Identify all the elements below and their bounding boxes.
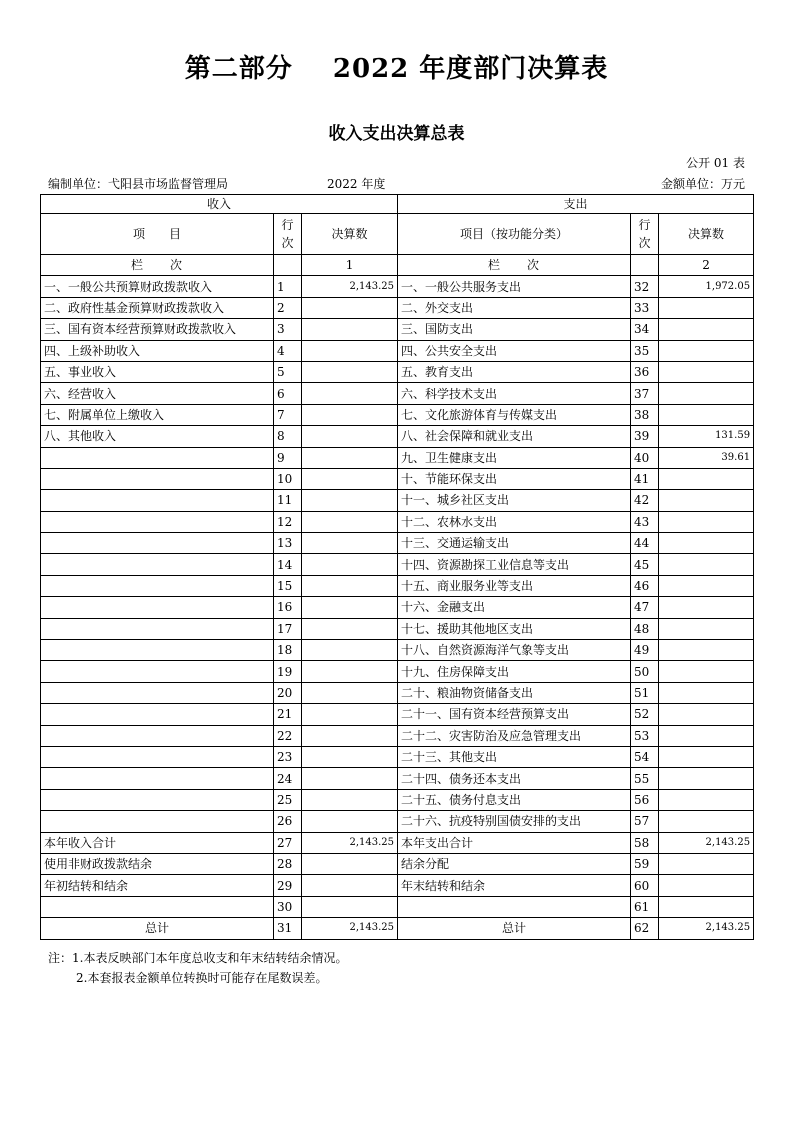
table-row [41, 383, 754, 404]
expense-item-cell: 七、文化旅游体育与传媒支出 [398, 404, 631, 425]
expense-row-number: 56 [631, 789, 659, 810]
income-row-number: 17 [274, 618, 302, 639]
expense-row-number: 34 [631, 319, 659, 340]
expense-item-cell: 二十五、债务付息支出 [398, 789, 631, 810]
expense-amount-cell [659, 682, 754, 703]
expense-row-number: 60 [631, 875, 659, 896]
expense-amount-cell [659, 597, 754, 618]
income-item-cell [41, 704, 274, 725]
table-row [41, 704, 754, 725]
income-item-cell [41, 554, 274, 575]
expense-amount-cell [659, 746, 754, 767]
expense-amount-cell [659, 533, 754, 554]
table-row [41, 554, 754, 575]
expense-item-cell: 十四、资源勘探工业信息等支出 [398, 554, 631, 575]
income-item-cell [41, 597, 274, 618]
income-amount-cell [302, 811, 398, 832]
expense-amount-cell [659, 704, 754, 725]
income-amount-cell: 2,143.25 [302, 276, 398, 297]
income-lanci-blank [274, 255, 302, 276]
income-item-cell: 总计 [41, 918, 274, 939]
income-row-number: 26 [274, 811, 302, 832]
expense-item-cell: 三、国防支出 [398, 319, 631, 340]
income-amount-cell [302, 511, 398, 532]
expense-amount-cell [659, 789, 754, 810]
expense-row-number: 44 [631, 533, 659, 554]
income-amount-cell [302, 618, 398, 639]
summary-row [41, 918, 754, 939]
expense-item-cell: 二、外交支出 [398, 297, 631, 318]
expense-row-number: 47 [631, 597, 659, 618]
income-amount-cell [302, 789, 398, 810]
income-row-number: 18 [274, 640, 302, 661]
summary-row [41, 853, 754, 874]
expense-amount-cell [659, 554, 754, 575]
income-item-cell [41, 725, 274, 746]
table-row [41, 725, 754, 746]
income-amount-cell [302, 704, 398, 725]
expense-item-cell: 一、一般公共服务支出 [398, 276, 631, 297]
income-amount-cell [302, 297, 398, 318]
income-amount-cell [302, 554, 398, 575]
compiling-unit: 编制单位：弋阳县市场监督管理局 [48, 177, 229, 191]
table-row [41, 297, 754, 318]
income-amount-cell [302, 404, 398, 425]
income-row-number: 9 [274, 447, 302, 468]
expense-amount-cell [659, 618, 754, 639]
income-item-cell [41, 490, 274, 511]
expense-item-cell: 总计 [398, 918, 631, 939]
expense-amount-cell [659, 768, 754, 789]
form-number: 公开 01 表 [686, 156, 745, 170]
expense-amount-cell: 2,143.25 [659, 832, 754, 853]
income-row-number: 13 [274, 533, 302, 554]
expense-amount-cell [659, 640, 754, 661]
expense-item-cell: 二十四、债务还本支出 [398, 768, 631, 789]
income-item-cell [41, 661, 274, 682]
expense-row-number: 62 [631, 918, 659, 939]
expense-amount-cell [659, 661, 754, 682]
expense-amount-cell: 1,972.05 [659, 276, 754, 297]
expense-amount-cell [659, 383, 754, 404]
income-row-number: 29 [274, 875, 302, 896]
income-row-number: 14 [274, 554, 302, 575]
expense-lanci-label: 栏 次 [398, 255, 631, 276]
expense-row-number: 45 [631, 554, 659, 575]
expense-amount-cell [659, 361, 754, 382]
table-row [41, 768, 754, 789]
income-row-number: 10 [274, 468, 302, 489]
expense-item-header: 项目（按功能分类） [398, 214, 631, 255]
expense-item-cell: 八、社会保障和就业支出 [398, 426, 631, 447]
expense-item-cell [398, 896, 631, 917]
table-row [41, 789, 754, 810]
income-row-number: 1 [274, 276, 302, 297]
income-amount-cell [302, 490, 398, 511]
expense-row-number: 39 [631, 426, 659, 447]
expense-item-cell: 二十一、国有资本经营预算支出 [398, 704, 631, 725]
expense-amount-cell [659, 511, 754, 532]
income-item-cell [41, 533, 274, 554]
expense-item-cell: 二十二、灾害防治及应急管理支出 [398, 725, 631, 746]
expense-row-number: 43 [631, 511, 659, 532]
income-amount-cell [302, 875, 398, 896]
expense-item-cell: 九、卫生健康支出 [398, 447, 631, 468]
summary-row [41, 875, 754, 896]
table-row [41, 426, 754, 447]
income-item-cell: 本年收入合计 [41, 832, 274, 853]
note-1: 注：1.本表反映部门本年度总收支和年末结转结余情况。 [48, 951, 348, 965]
expense-row-number: 54 [631, 746, 659, 767]
income-row-number: 3 [274, 319, 302, 340]
income-amount-cell [302, 725, 398, 746]
income-row-number: 16 [274, 597, 302, 618]
header-row-columns [41, 214, 754, 255]
expense-row-number: 33 [631, 297, 659, 318]
expense-row-number: 40 [631, 447, 659, 468]
expense-col-index: 2 [659, 255, 754, 276]
income-amount-cell [302, 896, 398, 917]
income-row-number: 31 [274, 918, 302, 939]
income-item-cell: 三、国有资本经营预算财政拨款收入 [41, 319, 274, 340]
income-row-number: 21 [274, 704, 302, 725]
table-row [41, 468, 754, 489]
fiscal-year: 2022 年度 [327, 177, 386, 191]
income-row-number: 7 [274, 404, 302, 425]
income-item-cell [41, 447, 274, 468]
expense-item-cell: 十五、商业服务业等支出 [398, 575, 631, 596]
income-row-number: 23 [274, 746, 302, 767]
income-item-cell: 八、其他收入 [41, 426, 274, 447]
income-row-number: 11 [274, 490, 302, 511]
table-title: 收入支出决算总表 [328, 124, 465, 144]
expense-row-number: 61 [631, 896, 659, 917]
table-row [41, 533, 754, 554]
income-amount-cell [302, 468, 398, 489]
income-item-cell: 七、附属单位上缴收入 [41, 404, 274, 425]
expense-item-cell: 十八、自然资源海洋气象等支出 [398, 640, 631, 661]
expense-row-number: 59 [631, 853, 659, 874]
expense-row-number: 57 [631, 811, 659, 832]
table-row [41, 511, 754, 532]
income-item-cell [41, 511, 274, 532]
income-item-cell [41, 575, 274, 596]
expense-amount-cell [659, 896, 754, 917]
income-amount-cell [302, 575, 398, 596]
income-item-cell: 年初结转和结余 [41, 875, 274, 896]
expense-amount-cell [659, 875, 754, 896]
expense-amount-cell [659, 468, 754, 489]
income-amount-cell [302, 426, 398, 447]
income-amount-cell [302, 383, 398, 404]
income-amount-header: 决算数 [302, 214, 398, 255]
income-amount-cell [302, 682, 398, 703]
expense-section-header: 支出 [398, 195, 754, 214]
expense-item-cell: 四、公共安全支出 [398, 340, 631, 361]
table-row [41, 682, 754, 703]
expense-row-number: 49 [631, 640, 659, 661]
income-row-number: 28 [274, 853, 302, 874]
table-row [41, 575, 754, 596]
income-amount-cell [302, 661, 398, 682]
expense-amount-header: 决算数 [659, 214, 754, 255]
income-row-number: 8 [274, 426, 302, 447]
expense-amount-cell: 131.59 [659, 426, 754, 447]
expense-row-number: 48 [631, 618, 659, 639]
expense-row-number: 41 [631, 468, 659, 489]
income-amount-cell [302, 340, 398, 361]
income-item-cell [41, 618, 274, 639]
income-amount-cell: 2,143.25 [302, 832, 398, 853]
expense-item-cell: 十七、援助其他地区支出 [398, 618, 631, 639]
expense-amount-cell [659, 319, 754, 340]
expense-item-cell: 十二、农林水支出 [398, 511, 631, 532]
expense-row-number: 35 [631, 340, 659, 361]
expense-amount-cell: 39.61 [659, 447, 754, 468]
income-amount-cell [302, 447, 398, 468]
table-row [41, 640, 754, 661]
income-item-cell [41, 468, 274, 489]
expense-row-number: 55 [631, 768, 659, 789]
table-row [41, 319, 754, 340]
income-rowno-header: 行 次 [274, 214, 302, 255]
income-lanci-label: 栏 次 [41, 255, 274, 276]
expense-amount-cell [659, 811, 754, 832]
income-item-cell [41, 682, 274, 703]
income-amount-cell [302, 640, 398, 661]
income-expense-table [40, 194, 754, 940]
expense-item-cell: 十三、交通运输支出 [398, 533, 631, 554]
expense-row-number: 42 [631, 490, 659, 511]
income-row-number: 30 [274, 896, 302, 917]
note-2: 2.本套报表金额单位转换时可能存在尾数误差。 [76, 971, 328, 985]
expense-item-cell: 五、教育支出 [398, 361, 631, 382]
expense-item-cell: 十、节能环保支出 [398, 468, 631, 489]
income-row-number: 24 [274, 768, 302, 789]
table-row [41, 340, 754, 361]
table-row [41, 361, 754, 382]
income-item-cell: 使用非财政拨款结余 [41, 853, 274, 874]
table-row [41, 597, 754, 618]
expense-item-cell: 本年支出合计 [398, 832, 631, 853]
income-row-number: 20 [274, 682, 302, 703]
income-row-number: 6 [274, 383, 302, 404]
expense-amount-cell [659, 725, 754, 746]
income-amount-cell [302, 768, 398, 789]
expense-item-cell: 二十、粮油物资储备支出 [398, 682, 631, 703]
income-row-number: 5 [274, 361, 302, 382]
income-section-header: 收入 [41, 195, 398, 214]
expense-amount-cell [659, 853, 754, 874]
table-row [41, 618, 754, 639]
expense-item-cell: 年末结转和结余 [398, 875, 631, 896]
summary-row [41, 896, 754, 917]
income-item-cell: 五、事业收入 [41, 361, 274, 382]
expense-amount-cell: 2,143.25 [659, 918, 754, 939]
income-amount-cell [302, 746, 398, 767]
expense-row-number: 36 [631, 361, 659, 382]
expense-row-number: 38 [631, 404, 659, 425]
expense-item-cell: 十九、住房保障支出 [398, 661, 631, 682]
income-row-number: 2 [274, 297, 302, 318]
income-item-header: 项 目 [41, 214, 274, 255]
page-title: 第二部分 2022 年度部门决算表 [184, 54, 609, 84]
income-item-cell: 二、政府性基金预算财政拨款收入 [41, 297, 274, 318]
expense-row-number: 46 [631, 575, 659, 596]
expense-row-number: 37 [631, 383, 659, 404]
expense-lanci-blank [631, 255, 659, 276]
expense-item-cell: 十一、城乡社区支出 [398, 490, 631, 511]
income-row-number: 25 [274, 789, 302, 810]
income-amount-cell [302, 361, 398, 382]
expense-item-cell: 十六、金融支出 [398, 597, 631, 618]
expense-rowno-header: 行 次 [631, 214, 659, 255]
summary-row [41, 832, 754, 853]
income-amount-cell [302, 533, 398, 554]
table-row [41, 404, 754, 425]
income-item-cell [41, 640, 274, 661]
expense-row-number: 52 [631, 704, 659, 725]
income-amount-cell [302, 597, 398, 618]
income-item-cell: 六、经营收入 [41, 383, 274, 404]
expense-amount-cell [659, 490, 754, 511]
income-item-cell [41, 768, 274, 789]
income-row-number: 12 [274, 511, 302, 532]
table-row [41, 447, 754, 468]
table-row [41, 490, 754, 511]
income-row-number: 22 [274, 725, 302, 746]
expense-row-number: 58 [631, 832, 659, 853]
table-row [41, 746, 754, 767]
income-col-index: 1 [302, 255, 398, 276]
income-row-number: 15 [274, 575, 302, 596]
income-row-number: 27 [274, 832, 302, 853]
expense-amount-cell [659, 575, 754, 596]
income-item-cell [41, 811, 274, 832]
income-item-cell: 一、一般公共预算财政拨款收入 [41, 276, 274, 297]
expense-item-cell: 二十六、抗疫特别国债安排的支出 [398, 811, 631, 832]
table-row [41, 811, 754, 832]
expense-item-cell: 结余分配 [398, 853, 631, 874]
expense-item-cell: 六、科学技术支出 [398, 383, 631, 404]
expense-amount-cell [659, 404, 754, 425]
column-index-row [41, 255, 754, 276]
income-item-cell [41, 746, 274, 767]
expense-row-number: 50 [631, 661, 659, 682]
income-item-cell: 四、上级补助收入 [41, 340, 274, 361]
expense-amount-cell [659, 297, 754, 318]
table-row [41, 661, 754, 682]
income-item-cell [41, 896, 274, 917]
income-row-number: 4 [274, 340, 302, 361]
header-row-sections [41, 195, 754, 214]
notes [48, 948, 347, 988]
income-amount-cell [302, 853, 398, 874]
table-row [41, 276, 754, 297]
income-amount-cell: 2,143.25 [302, 918, 398, 939]
expense-amount-cell [659, 340, 754, 361]
income-item-cell [41, 789, 274, 810]
income-row-number: 19 [274, 661, 302, 682]
expense-row-number: 51 [631, 682, 659, 703]
money-unit: 金额单位：万元 [660, 177, 745, 191]
expense-row-number: 53 [631, 725, 659, 746]
income-amount-cell [302, 319, 398, 340]
expense-row-number: 32 [631, 276, 659, 297]
expense-item-cell: 二十三、其他支出 [398, 746, 631, 767]
